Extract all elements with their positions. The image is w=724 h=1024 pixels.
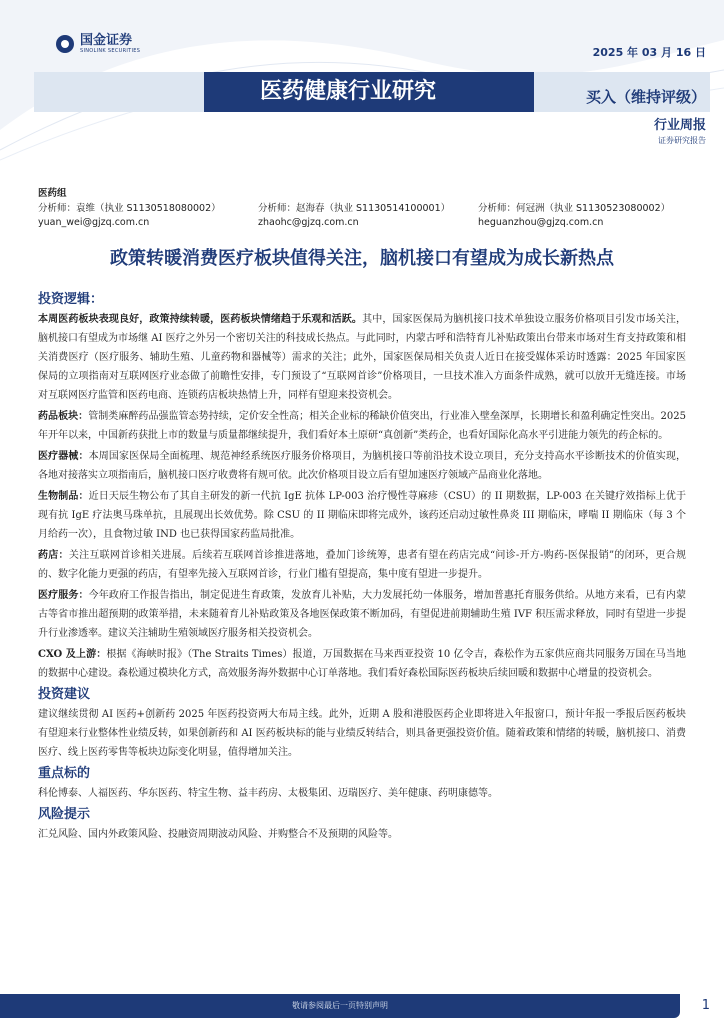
- footer-disclaimer[interactable]: 敬请参阅最后一页特别声明: [292, 1001, 388, 1010]
- paragraph-lead: 本周医药板块表现良好，政策持续转暖，医药板块情绪趋于乐观和活跃。: [38, 314, 363, 325]
- paragraph-risk: 汇兑风险、国内外政策风险、投融资周期波动风险、并购整合不及预期的风险等。: [38, 829, 398, 840]
- paragraph-medical-services: [38, 586, 686, 643]
- paragraph-lead: 药店：: [38, 550, 69, 561]
- section-title-targets: 重点标的: [38, 766, 91, 781]
- paragraph-targets: 科伦博泰、人福医药、华东医药、特宝生物、益丰药房、太极集团、迈瑞医疗、美年健康、药明康德等。: [38, 788, 498, 799]
- report-title: 医药健康行业研究: [204, 72, 534, 112]
- paragraph-text: 根据《海峡时报》（The Straits Times）报道，万国数据在马来西亚投资 10 亿令吉，森松作为五家供应商共同服务万国在马当地的数据中心建设。森松通过模块化方式，高效服务海外数据中心订单落地。我们看好森松国际医药板块后续回暖和数据中心增量的投资机会。: [38, 649, 687, 679]
- page-footer: [0, 994, 724, 1024]
- paragraph-text: 今年政府工作报告指出，制定促进生育政策，发放育儿补贴，大力发展托幼一体服务，增加普惠托育服务供给。从地方来看，已有内蒙古等省市推出超预期的政策举措，未来随着育儿补贴政策及各地医保政策不断加码，有望促进前期辅助生殖 IVF 积压需求释放，同时有望进一步提升行业渗透率。建议关注辅助生殖领域医疗服务相关投资机会。: [38, 590, 687, 639]
- paragraph-biologics: [38, 487, 686, 544]
- logo-text-cn: 国金证券: [80, 33, 133, 48]
- paragraph-lead: 医疗服务：: [38, 590, 89, 601]
- analyst-label: 分析师：何冠洲（执业 S1130523080002）: [478, 203, 671, 214]
- paragraph-text: 其中，国家医保局为脑机接口技术单独设立服务价格项目引发市场关注，脑机接口有望成为市场继 AI 医疗之外另一个密切关注的科技成长热点。与此同时，内蒙古呼和浩特育儿补贴政策出台带来市场对生育支持政策和相关消费医疗（医疗服务、辅助生殖、儿童药物和器械等）需求的关注；此外，国家医保局相关负责人近日在接受媒体采访时透露：2025 年国家医保局的立项指南对互联网医疗业态做了前瞻性安排，专门预设了“互联网首诊”价格项目，一旦技术准入方面条件成熟，就可以放开无缝连接。市场对互联网医疗监管和医药电商、连锁药店板块热情上升，同样有望迎来投资机会。: [38, 314, 687, 401]
- rating-label: 买入（维持评级）: [585, 88, 706, 106]
- report-date: 2025 年 03 月 16 日: [592, 46, 706, 59]
- analyst-label: 分析师：袁维（执业 S1130518080002）: [38, 203, 221, 214]
- paragraph-text: 本周国家医保局全面梳理、规范神经系统医疗服务价格项目，为脑机接口等前沿技术设立项目，充分支持高水平诊断技术的价值实现，各地对接落实立项指南后，脑机接口医疗收费将有规可依。此次价格项目设立后有望加速医疗领域产品商业化落地。: [38, 451, 687, 481]
- page-number: 1: [701, 998, 710, 1013]
- report-headline: 政策转暖消费医疗板块值得关注，脑机接口有望成为成长新热点: [110, 248, 614, 269]
- section-title-logic: 投资逻辑：: [38, 292, 104, 307]
- logo-icon: [56, 35, 74, 53]
- paragraph-lead: 医疗器械：: [38, 451, 89, 462]
- paragraph-drugs: [38, 407, 686, 445]
- paragraph-overview: [38, 310, 686, 405]
- company-logo: [56, 34, 140, 54]
- paragraph-text: 关注互联网首诊相关进展。后续若互联网首诊推进落地，叠加门诊统筹，患者有望在药店完成“问诊-开方-购药-医保报销”的闭环，更合规的、数字化能力更强的药店，有望率先接入互联网首诊，行业门槛有望提高，集中度有望进一步提升。: [38, 550, 687, 580]
- report-header: [0, 0, 724, 180]
- analyst-item: [258, 202, 478, 230]
- section-title-risk: 风险提示: [38, 807, 91, 822]
- report-subtype: 证券研究报告: [658, 136, 706, 145]
- paragraph-devices: [38, 447, 686, 485]
- analyst-email[interactable]: heguanzhou@gjzq.com.cn: [478, 217, 604, 228]
- logo-text-en: SINOLINK SECURITIES: [80, 48, 141, 54]
- analyst-block: [38, 185, 698, 230]
- analyst-email[interactable]: zhaohc@gjzq.com.cn: [258, 217, 359, 228]
- paragraph-advice: 建议继续贯彻 AI 医药+创新药 2025 年医药投资两大布局主线。此外，近期 A 股和港股医药企业即将进入年报窗口，预计年报一季报后医药板块有望迎来行业整体性业绩反转，如果创新药和 AI 医药板块标的能与业绩反转结合，则具备更强投资价值。随着政策和情绪的转暖，脑机接口、消费医疗、线上医药零售等板块边际变化明显，值得增加关注。: [38, 709, 686, 758]
- analyst-item: [38, 202, 258, 230]
- report-body: [38, 288, 686, 846]
- paragraph-lead: 生物制品：: [38, 491, 89, 502]
- paragraph-cxo: [38, 645, 686, 683]
- section-title-advice: 投资建议: [38, 687, 91, 702]
- analyst-item: [478, 202, 698, 230]
- analyst-label: 分析师：赵海春（执业 S1130514100001）: [258, 203, 451, 214]
- analyst-email[interactable]: yuan_wei@gjzq.com.cn: [38, 217, 150, 228]
- paragraph-text: 管制类麻醉药品强监管态势持续，定价安全性高；相关企业标的稀缺价值突出，行业准入壁垒深厚，长期增长和盈利确定性突出。2025 年开年以来，中国新药获批上市的数量与质量都继续提升，我们看好本土原研“真创新”类药企，也看好国际化高水平引进能力领先的药企标的。: [38, 411, 687, 441]
- report-type: 行业周报: [653, 118, 706, 133]
- paragraph-text: 近日天辰生物公布了其自主研发的新一代抗 IgE 抗体 LP-003 治疗慢性荨麻疹（CSU）的 II 期数据，LP-003 在关键疗效指标上优于现有抗 IgE 疗法奥马珠单抗，且展现出长效优势。除 CSU 的 II 期临床即将完成外，该药还启动过敏性鼻炎 III 期临床，哮喘 II 期临床（每 3 个月给药一次），且食物过敏 IND 也已获得国家药监局批准。: [38, 491, 687, 540]
- team-name: 医药组: [38, 188, 67, 199]
- paragraph-lead: 药品板块：: [38, 411, 89, 422]
- paragraph-pharmacy: [38, 546, 686, 584]
- paragraph-lead: CXO 及上游：: [38, 649, 107, 660]
